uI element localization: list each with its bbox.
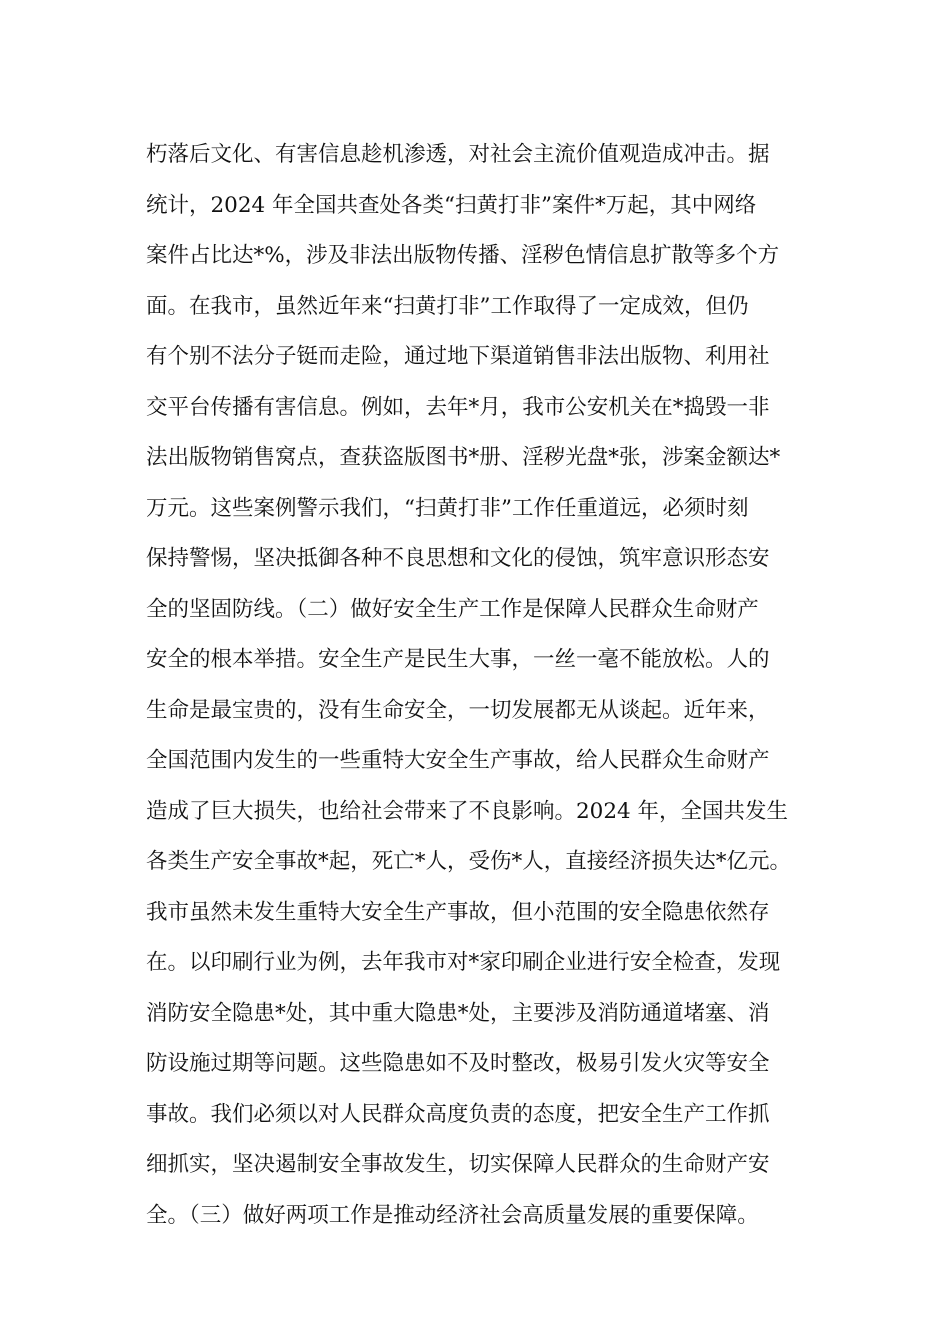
text-line: 交平台传播有害信息。例如，去年*月，我市公安机关在*捣毁一非 bbox=[146, 394, 770, 420]
text-line: 案件占比达*%，涉及非法出版物传播、淫秽色情信息扩散等多个方 bbox=[146, 243, 780, 268]
text-line: 保持警惕，坚决抵御各种不良思想和文化的侵蚀，筑牢意识形态安 bbox=[146, 546, 770, 571]
text-line: 在。以印刷行业为例，去年我市对*家印刷企业进行安全检查，发现 bbox=[146, 950, 781, 975]
text-line: 防设施过期等问题。这些隐患如不及时整改，极易引发火灾等安全 bbox=[146, 1051, 770, 1076]
text-line: 有个别不法分子铤而走险，通过地下渠道销售非法出版物、利用社 bbox=[146, 344, 770, 369]
text-line: 细抓实，坚决遏制安全事故发生，切实保障人民群众的生命财产安 bbox=[146, 1152, 770, 1177]
text-line: 全。（三）做好两项工作是推动经济社会高质量发展的重要保障。 bbox=[146, 1202, 759, 1228]
text-line: 生命是最宝贵的，没有生命安全，一切发展都无从谈起。近年来， bbox=[146, 697, 770, 723]
text-line: 面。在我市，虽然近年来“扫黄打非”工作取得了一定成效，但仍 bbox=[146, 293, 749, 319]
text-line: 事故。我们必须以对人民群众高度负责的态度，把安全生产工作抓 bbox=[146, 1101, 770, 1127]
text-line: 全的坚固防线。（二）做好安全生产工作是保障人民群众生命财产 bbox=[146, 596, 759, 622]
text-line: 万元。这些案例警示我们，“扫黄打非”工作任重道远，必须时刻 bbox=[146, 495, 749, 521]
text-line: 消防安全隐患*处，其中重大隐患*处，主要涉及消防通道堵塞、消 bbox=[146, 1000, 770, 1026]
text-line: 各类生产安全事故*起，死亡*人，受伤*人，直接经济损失达*亿元。 bbox=[146, 849, 792, 874]
text-line: 朽落后文化、有害信息趁机渗透，对社会主流价值观造成冲击。据 bbox=[146, 142, 770, 167]
text-line: 造成了巨大损失，也给社会带来了不良影响。2024 年，全国共发生 bbox=[146, 798, 789, 824]
text-line: 安全的根本举措。安全生产是民生大事，一丝一毫不能放松。人的 bbox=[146, 647, 770, 672]
text-line: 我市虽然未发生重特大安全生产事故，但小范围的安全隐患依然存 bbox=[146, 899, 770, 925]
text-line: 全国范围内发生的一些重特大安全生产事故，给人民群众生命财产 bbox=[146, 748, 770, 773]
text-line: 统计，2024 年全国共查处各类“扫黄打非”案件*万起，其中网络 bbox=[146, 192, 757, 218]
body-text bbox=[146, 130, 846, 1241]
text-line: 法出版物销售窝点，查获盗版图书*册、淫秽光盘*张，涉案金额达* bbox=[146, 445, 781, 470]
